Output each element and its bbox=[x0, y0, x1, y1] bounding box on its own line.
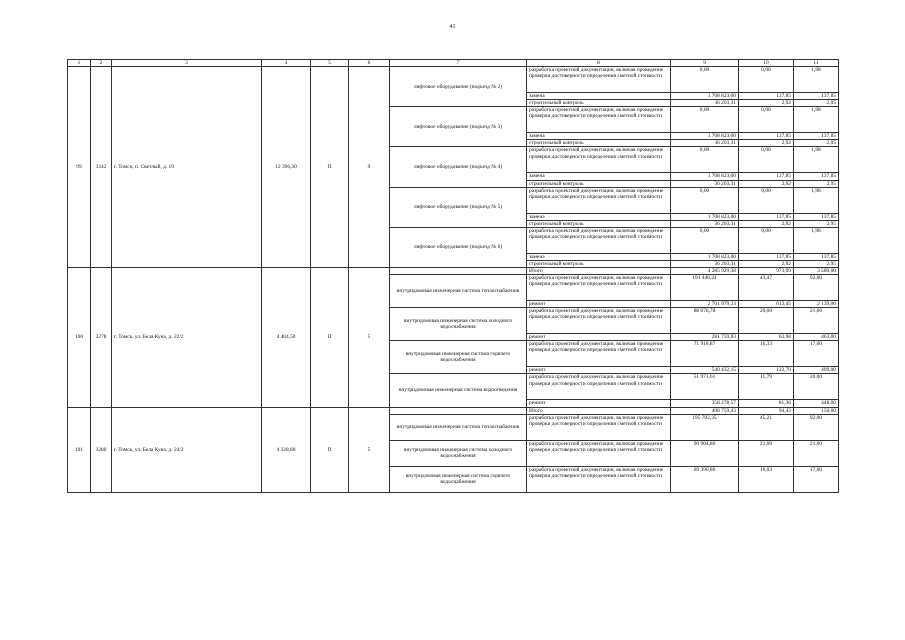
house-address: г. Томск, ул. Бела Куна, д. 22/2 bbox=[112, 268, 262, 407]
system-name: внутридомовая инженерная система водоотведения bbox=[390, 374, 527, 407]
unit-cost-value: 81,36 bbox=[739, 400, 794, 407]
work-type: разработка проектной документации, включая проведение проверки достоверности определения сметной стоимости bbox=[527, 414, 671, 440]
cost-value: 281 759,83 bbox=[671, 334, 739, 341]
system-name: внутридомовая инженерная система холодного водоснабжения bbox=[390, 308, 527, 341]
limit-cost-value: 21,00 bbox=[794, 440, 839, 466]
cost-value: 90 904,80 bbox=[671, 440, 739, 466]
work-type: ремонт bbox=[527, 301, 671, 308]
row-number: 99 bbox=[68, 67, 91, 268]
unit-cost-value: 137,85 bbox=[739, 213, 794, 220]
house-area: 4 404,50 bbox=[262, 268, 311, 407]
column-header-7: 7 bbox=[390, 60, 527, 67]
cost-value: 0,00 bbox=[671, 107, 739, 133]
column-header-3: 3 bbox=[112, 60, 262, 67]
limit-cost-value: 2,95 bbox=[794, 220, 839, 227]
system-name: лифтовое оборудование (подъезд № 2) bbox=[390, 67, 527, 107]
work-type: строительный контроль bbox=[527, 140, 671, 147]
limit-cost-value: 137,85 bbox=[794, 93, 839, 100]
work-type: строительный контроль bbox=[527, 180, 671, 187]
work-type: разработка проектной документации, включая проведение проверки достоверности определения сметной стоимости bbox=[527, 275, 671, 301]
cost-value: 71 918,87 bbox=[671, 341, 739, 367]
limit-cost-value: 21,00 bbox=[794, 308, 839, 334]
capital-repair-table bbox=[67, 59, 839, 493]
cost-value: 51 971,61 bbox=[671, 374, 739, 400]
work-type: ремонт bbox=[527, 400, 671, 407]
house-address: г. Томск, ул. Бела Куна, д. 24/2 bbox=[112, 407, 262, 492]
unit-cost-value: 94,43 bbox=[739, 407, 794, 414]
limit-cost-value: 2,95 bbox=[794, 100, 839, 107]
system-name: внутридомовая инженерная система теплоснабжения bbox=[390, 275, 527, 308]
unit-cost-value: 16,03 bbox=[739, 466, 794, 492]
cost-value: 408 759,43 bbox=[671, 407, 739, 414]
unit-cost-value: 0,00 bbox=[739, 227, 794, 253]
system-name: лифтовое оборудование (подъезд № 3) bbox=[390, 107, 527, 147]
unit-cost-value: 137,85 bbox=[739, 93, 794, 100]
system-name: внутридомовая инженерная система горячего водоснабжения bbox=[390, 466, 527, 492]
limit-cost-value: 2 139,00 bbox=[794, 301, 839, 308]
column-header-6: 6 bbox=[349, 60, 390, 67]
table-row bbox=[68, 407, 839, 414]
limit-cost-value: 3 589,00 bbox=[794, 268, 839, 275]
system-name: внутридомовая инженерная система теплоснабжения bbox=[390, 414, 527, 440]
cost-value: 1 708 823,00 bbox=[671, 213, 739, 220]
cost-value: 540 432,15 bbox=[671, 367, 739, 374]
cost-value: 36 203,31 bbox=[671, 260, 739, 267]
limit-cost-value: 137,85 bbox=[794, 213, 839, 220]
row-number: 100 bbox=[68, 268, 91, 407]
limit-cost-value: 1,98 bbox=[794, 107, 839, 133]
column-number-row bbox=[68, 60, 839, 67]
unit-cost-value: 11,79 bbox=[739, 374, 794, 400]
cost-value: 2 701 979,33 bbox=[671, 301, 739, 308]
table-row bbox=[68, 67, 839, 93]
limit-cost-value: 463,00 bbox=[794, 334, 839, 341]
cost-value: 36 203,31 bbox=[671, 220, 739, 227]
work-type: разработка проектной документации, включая проведение проверки достоверности определения сметной стоимости bbox=[527, 227, 671, 253]
unit-cost-value: 0,00 bbox=[739, 147, 794, 173]
work-type: строительный контроль bbox=[527, 220, 671, 227]
floors-count: 5 bbox=[349, 268, 390, 407]
work-type: разработка проектной документации, включая проведение проверки достоверности определения сметной стоимости bbox=[527, 466, 671, 492]
cost-value: 36 203,31 bbox=[671, 100, 739, 107]
house-address: г. Томск, п. Светлый, д. 19 bbox=[112, 67, 262, 268]
limit-cost-value: 150,00 bbox=[794, 407, 839, 414]
table-row bbox=[68, 268, 839, 275]
unit-cost-value: 137,85 bbox=[739, 253, 794, 260]
work-type: разработка проектной документации, включая проведение проверки достоверности определения сметной стоимости bbox=[527, 341, 671, 367]
system-name bbox=[390, 268, 527, 275]
cost-value: 1 708 823,00 bbox=[671, 133, 739, 140]
work-type: строительный контроль bbox=[527, 100, 671, 107]
limit-cost-value: 1,98 bbox=[794, 187, 839, 213]
work-type: замена bbox=[527, 213, 671, 220]
work-type: разработка проектной документации, включая проведение проверки достоверности определения сметной стоимости bbox=[527, 187, 671, 213]
floors-count: 9 bbox=[349, 67, 390, 268]
cost-value: 4 285 929,38 bbox=[671, 268, 739, 275]
unit-cost-value: 122,70 bbox=[739, 367, 794, 374]
unit-cost-value: 2,92 bbox=[739, 220, 794, 227]
column-header-1: 1 bbox=[68, 60, 91, 67]
cost-value: 1 708 823,00 bbox=[671, 173, 739, 180]
system-name: лифтовое оборудование (подъезд № 6) bbox=[390, 227, 527, 267]
unit-cost-value: 2,92 bbox=[739, 180, 794, 187]
limit-cost-value: 409,00 bbox=[794, 367, 839, 374]
unit-cost-value: 20,00 bbox=[739, 308, 794, 334]
column-header-8: 8 bbox=[527, 60, 671, 67]
unit-cost-value: 2,92 bbox=[739, 100, 794, 107]
limit-cost-value: 137,85 bbox=[794, 253, 839, 260]
work-type: разработка проектной документации, включая проведение проверки достоверности определения сметной стоимости bbox=[527, 107, 671, 133]
cost-value: 0,00 bbox=[671, 227, 739, 253]
work-type: разработка проектной документации, включая проведение проверки достоверности определения сметной стоимости bbox=[527, 374, 671, 400]
unit-cost-value: 137,85 bbox=[739, 133, 794, 140]
work-type: замена bbox=[527, 133, 671, 140]
work-type: замена bbox=[527, 93, 671, 100]
unit-cost-value: 45,21 bbox=[739, 414, 794, 440]
limit-cost-value: 2,95 bbox=[794, 180, 839, 187]
column-header-4: 4 bbox=[262, 60, 311, 67]
work-type: разработка проектной документации, включая проведение проверки достоверности определения сметной стоимости bbox=[527, 440, 671, 466]
unit-cost-value: 43,47 bbox=[739, 275, 794, 301]
house-type: П bbox=[311, 67, 349, 268]
work-type: ремонт bbox=[527, 367, 671, 374]
column-header-5: 5 bbox=[311, 60, 349, 67]
cost-value: 0,00 bbox=[671, 67, 739, 93]
limit-cost-value: 448,00 bbox=[794, 400, 839, 407]
unit-cost-value: 973,09 bbox=[739, 268, 794, 275]
cost-value: 36 203,31 bbox=[671, 180, 739, 187]
row-number: 101 bbox=[68, 407, 91, 492]
unit-cost-value: 613,45 bbox=[739, 301, 794, 308]
cost-value: 69 390,86 bbox=[671, 466, 739, 492]
column-header-11: 11 bbox=[794, 60, 839, 67]
limit-cost-value: 1,98 bbox=[794, 147, 839, 173]
unit-cost-value: 137,85 bbox=[739, 173, 794, 180]
work-type: строительный контроль bbox=[527, 260, 671, 267]
unit-cost-value: 21,00 bbox=[739, 440, 794, 466]
limit-cost-value: 17,00 bbox=[794, 466, 839, 492]
house-code: 3278 bbox=[91, 268, 112, 407]
work-type: Итого bbox=[527, 407, 671, 414]
house-code: 3280 bbox=[91, 407, 112, 492]
column-header-2: 2 bbox=[91, 60, 112, 67]
floors-count: 5 bbox=[349, 407, 390, 492]
limit-cost-value: 2,95 bbox=[794, 140, 839, 147]
unit-cost-value: 0,00 bbox=[739, 107, 794, 133]
system-name: внутридомовая инженерная система холодного водоснабжения bbox=[390, 440, 527, 466]
limit-cost-value: 92,00 bbox=[794, 275, 839, 301]
system-name: лифтовое оборудование (подъезд № 5) bbox=[390, 187, 527, 227]
cost-value: 191 446,24 bbox=[671, 275, 739, 301]
table-body bbox=[68, 67, 839, 493]
house-area: 4 328,80 bbox=[262, 407, 311, 492]
house-code: 3342 bbox=[91, 67, 112, 268]
work-type: разработка проектной документации, включая проведение проверки достоверности определения сметной стоимости bbox=[527, 308, 671, 334]
unit-cost-value: 2,92 bbox=[739, 140, 794, 147]
work-type: Итого bbox=[527, 268, 671, 275]
cost-value: 1 708 823,00 bbox=[671, 93, 739, 100]
unit-cost-value: 63,98 bbox=[739, 334, 794, 341]
house-type: П bbox=[311, 268, 349, 407]
cost-value: 36 203,31 bbox=[671, 140, 739, 147]
limit-cost-value: 92,00 bbox=[794, 414, 839, 440]
system-name bbox=[390, 407, 527, 414]
cost-value: 0,00 bbox=[671, 147, 739, 173]
column-header-10: 10 bbox=[739, 60, 794, 67]
work-type: разработка проектной документации, включая проведение проверки достоверности определения сметной стоимости bbox=[527, 67, 671, 93]
column-header-9: 9 bbox=[671, 60, 739, 67]
limit-cost-value: 2,95 bbox=[794, 260, 839, 267]
limit-cost-value: 20,00 bbox=[794, 374, 839, 400]
limit-cost-value: 1,98 bbox=[794, 227, 839, 253]
system-name: лифтовое оборудование (подъезд № 4) bbox=[390, 147, 527, 187]
limit-cost-value: 1,98 bbox=[794, 67, 839, 93]
cost-value: 0,00 bbox=[671, 187, 739, 213]
page-number: 41 bbox=[449, 24, 456, 30]
work-type: ремонт bbox=[527, 334, 671, 341]
unit-cost-value: 0,00 bbox=[739, 187, 794, 213]
house-type: П bbox=[311, 407, 349, 492]
system-name: внутридомовая инженерная система горячего водоснабжения bbox=[390, 341, 527, 374]
limit-cost-value: 17,00 bbox=[794, 341, 839, 367]
house-area: 12 396,30 bbox=[262, 67, 311, 268]
work-type: разработка проектной документации, включая проведение проверки достоверности определения сметной стоимости bbox=[527, 147, 671, 173]
cost-value: 358 278,57 bbox=[671, 400, 739, 407]
cost-value: 88 076,78 bbox=[671, 308, 739, 334]
unit-cost-value: 16,33 bbox=[739, 341, 794, 367]
limit-cost-value: 137,85 bbox=[794, 133, 839, 140]
unit-cost-value: 0,00 bbox=[739, 67, 794, 93]
work-type: замена bbox=[527, 253, 671, 260]
cost-value: 1 708 823,00 bbox=[671, 253, 739, 260]
unit-cost-value: 2,92 bbox=[739, 260, 794, 267]
limit-cost-value: 137,85 bbox=[794, 173, 839, 180]
work-type: замена bbox=[527, 173, 671, 180]
cost-value: 195 702,35 bbox=[671, 414, 739, 440]
